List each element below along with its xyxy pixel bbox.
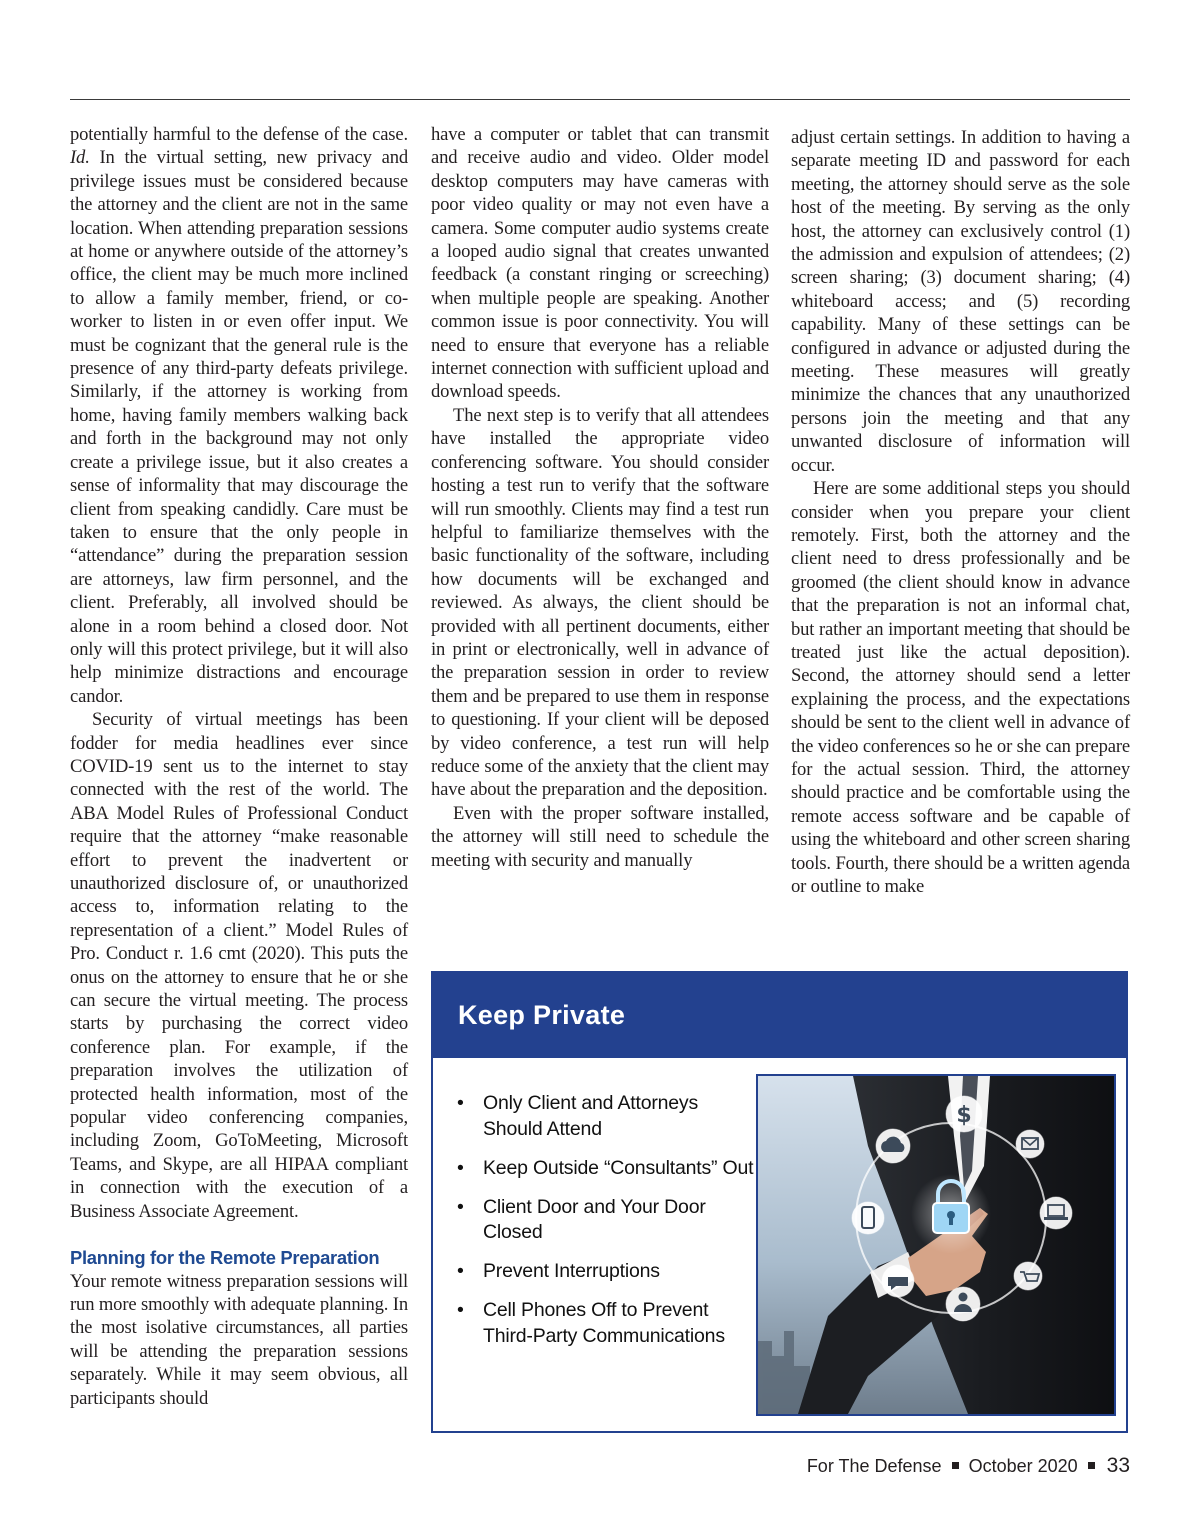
paragraph: have a computer or tablet that can transmit and receive audio and video. Older model desktop computers may have cameras with poor video quality or may not even have a camera. Some computer audio systems create a looped audio signal that creates unwanted feedback (a constant ringing or screeching) when multiple people are speaking. Another common issue is poor connectivity. You will need to ensure that everyone has a reliable internet connection with sufficient upload and download speeds. [431,124,769,403]
sidebar-bullet-list [457,1091,757,1363]
section-subheading: Planning for the Remote Preparation [70,1247,380,1269]
bullet-dot: • [457,1092,464,1114]
bullet-text: Cell Phones Off to Prevent Third-Party Communications [483,1299,725,1347]
citation-id: Id. [70,147,90,169]
bullet-dot: • [457,1299,464,1321]
bullet-text: Only Client and Attorneys Should Attend [483,1092,699,1140]
header-rule [70,99,1130,100]
bullet-text: Client Door and Your Door Closed [483,1195,706,1243]
bullet-text: Keep Outside “Consultants” Out [483,1156,754,1179]
article-column-3 [791,126,1130,898]
sidebar-bullet-item [457,1259,757,1285]
bullet-dot: • [457,1195,464,1218]
article-column-2 [431,123,769,872]
paragraph-text: potentially harmful to the defense of the case. [70,124,408,145]
security-illustration [756,1074,1116,1416]
dollar-icon: $ [956,1103,972,1128]
sidebar-bullet-item [457,1156,757,1182]
issue-date: October 2020 [968,1456,1078,1476]
sidebar-title: Keep Private [458,1000,626,1030]
sidebar-bullet-item [457,1298,757,1349]
footer-separator [1088,1462,1095,1469]
bullet-text: Prevent Interruptions [483,1260,660,1282]
footer-separator [952,1462,959,1469]
page-footer [807,1454,1130,1478]
paragraph: The next step is to verify that all attendees have installed the appropriate video conferencing software. You should consider hosting a test run to verify that the software will run smoothly. Clients may find a test run helpful to familiarize themselves with the basic functionality of the software, including how documents will be exchanged and reviewed. As always, the client should be provided with all pertinent documents, either in print or electronically, well in advance of the preparation session in order to review them and be prepared to use them in response to questioning. If your client will be deposed by video conference, a test run will help reduce some of the anxiety that the client may have about the preparation and the deposition. [431,404,769,801]
bullet-dot: • [457,1156,464,1179]
page-number: 33 [1106,1454,1130,1477]
sidebar-bullet-item [457,1195,757,1246]
bullet-dot: • [457,1260,464,1282]
sidebar-bullet-item [457,1091,757,1142]
paragraph: Here are some additional steps you should consider when you prepare your client remotely. First, both the attorney and the client need to dress professionally and be groomed (the client should know in advance that the preparation is not an informal chat, but rather an important meeting that should be treated just like the actual deposition). Second, the attorney should send a letter explaining the process, and the expectations should be sent to the client well in advance of the video conferences so he or she can prepare for the actual session. Third, the attorney should practice and be comfortable using the remote access software and be capable of using the whiteboard and other screen sharing tools. Fourth, there should be a written agenda or outline to make [791,478,1130,897]
paragraph: Your remote witness preparation sessions will run more smoothly with adequate planning. In the most isolative circumstances, all parties will be attending the preparation sessions separately. While it may seem obvious, all participants should [70,1270,408,1409]
paragraph-text: In the virtual setting, new privacy and privilege issues must be considered because the attorney and the client are not in the same location. When attending preparation sessions at home or anywhere outside of the attorney’s office, the client may be much more inclined to allow a family member, friend, or co-worker to listen in or even offer input. We must be cognizant that the general rule is the presence of any third-party defeats privilege. Similarly, if the attorney is working from home, having family members walking back and forth in the background may not only create a privilege issue, but it also creates a sense of informality that may discourage the client from speaking candidly. Care must be taken to ensure that the only people in “attendance” during the preparation session are attorneys, law firm personnel, and the client. Preferably, all involved should be alone in a room behind a closed door. Not only will this protect privilege, but it will also help minimize distractions and encourage candor. [70,147,408,707]
article-column-1 [70,123,408,1410]
keep-private-sidebar [431,971,1128,1433]
paragraph [70,123,408,708]
paragraph: Even with the proper software installed, the attorney will still need to schedule the meeting with security and manually [431,802,769,871]
sidebar-header [433,973,1126,1058]
paragraph: adjust certain settings. In addition to having a separate meeting ID and password for each meeting, the attorney should serve as the sole host of the meeting. By serving as the only host, the attorney can exclusively control (1) the admission and expulsion of attendees; (2) screen sharing; (3) document sharing; (4) whiteboard access; and (5) recording capability. Many of these settings can be configured in advance or adjusted during the meeting. These measures will greatly minimize the chances that any unauthorized persons join the meeting and that any unwanted disclosure of information will occur. [791,127,1130,476]
publication-name: For The Defense [806,1456,942,1476]
paragraph: Security of virtual meetings has been fodder for media headlines ever since COVID-19 sent us to the internet to stay connected with the rest of the world. The ABA Model Rules of Professional Conduct require that the attorney “make reasonable effort to prevent the inadvertent or unauthorized disclosure of, or unauthorized access to, information relating to the representation of a client.” Model Rules of Pro. Conduct r. 1.6 cmt (2020). This puts the onus on the attorney to ensure that he or she can secure the virtual meeting. The process starts by purchasing the correct video conference plan. For example, if the preparation involves the utilization of protected health information, most of the popular video conferencing companies, including Zoom, GoToMeeting, Microsoft Teams, and Skype, are all HIPAA compliant in connection with the execution of a Business Associate Agreement. [70,709,408,1222]
